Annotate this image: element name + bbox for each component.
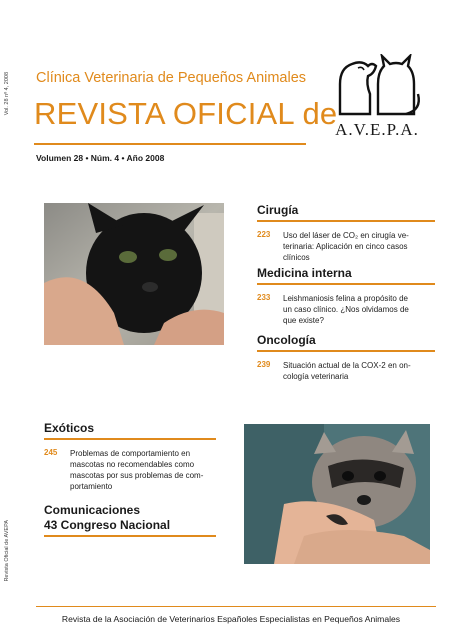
page-number: 233 — [257, 292, 271, 302]
page-number: 239 — [257, 359, 271, 369]
section-heading: Exóticos — [44, 421, 95, 435]
cover-photo-raccoon — [244, 424, 430, 564]
logo-text: A.V.E.P.A. — [335, 120, 419, 139]
article-title-line: mascotas por sus problemas de com- — [70, 470, 204, 480]
spine-volume-text: Vol. 28 nº 4, 2008 — [4, 72, 10, 116]
article-title-line: clínicos — [283, 252, 310, 262]
section-divider — [257, 220, 435, 222]
section-heading: Oncología — [257, 333, 316, 347]
page-number: 223 — [257, 229, 271, 239]
journal-subtitle: Clínica Veterinaria de Pequeños Animales — [36, 70, 307, 86]
section-heading: Medicina interna — [257, 266, 352, 280]
article-title — [283, 360, 411, 382]
article-title-line: mascotas no recomendables como — [70, 459, 195, 469]
volume-info: Volumen 28 • Núm. 4 • Año 2008 — [36, 153, 165, 163]
footer-divider — [36, 606, 436, 607]
toc-entry[interactable] — [257, 360, 435, 382]
cover-photo-cat — [44, 203, 224, 345]
article-title-line: Leishmaniosis felina a propósito de — [283, 293, 408, 303]
article-title-line: Situación actual de la COX-2 en on- — [283, 360, 411, 370]
cat-and-dog-silhouette-icon — [318, 54, 436, 120]
article-title-line: cología veterinaria — [283, 371, 349, 381]
footer-text: Revista de la Asociación de Veterinarios Españoles Especialistas en Pequeños Animales — [61, 614, 401, 624]
spine-journal — [4, 520, 14, 600]
section-heading-line: 43 Congreso Nacional — [44, 518, 171, 532]
section-oncologia — [257, 333, 435, 382]
journal-title: REVISTA OFICIAL de — [34, 96, 338, 131]
article-title-line: portamiento — [70, 481, 113, 491]
section-divider — [257, 350, 435, 352]
spine-journal-text: Revista Oficial de AVEPA — [4, 520, 10, 582]
spine-volume — [4, 72, 14, 132]
toc-entry[interactable] — [257, 230, 435, 263]
section-divider — [44, 535, 216, 537]
article-title-line: un caso clínico. ¿Nos olvidamos de — [283, 304, 409, 314]
article-title-line: terinaria: Aplicación en cinco casos — [283, 241, 408, 251]
article-title — [70, 448, 203, 492]
page-number: 245 — [44, 447, 58, 457]
section-heading: Cirugía — [257, 203, 299, 217]
section-cirugia — [257, 203, 435, 263]
section-comunicaciones — [44, 503, 216, 537]
section-divider — [257, 283, 435, 285]
article-title — [283, 230, 409, 263]
article-title-line: que existe? — [283, 315, 324, 325]
section-divider — [44, 438, 216, 440]
section-medicina-interna — [257, 266, 435, 326]
article-title-line: Uso del láser de CO₂ en cirugía ve- — [283, 230, 409, 240]
toc-entry[interactable] — [257, 293, 435, 326]
toc-entry[interactable] — [44, 448, 216, 492]
article-title — [283, 293, 409, 326]
title-divider — [34, 143, 306, 145]
section-heading-line: Comunicaciones — [44, 503, 141, 517]
section-exoticos — [44, 421, 216, 492]
article-title-line: Problemas de comportamiento en — [70, 448, 191, 458]
